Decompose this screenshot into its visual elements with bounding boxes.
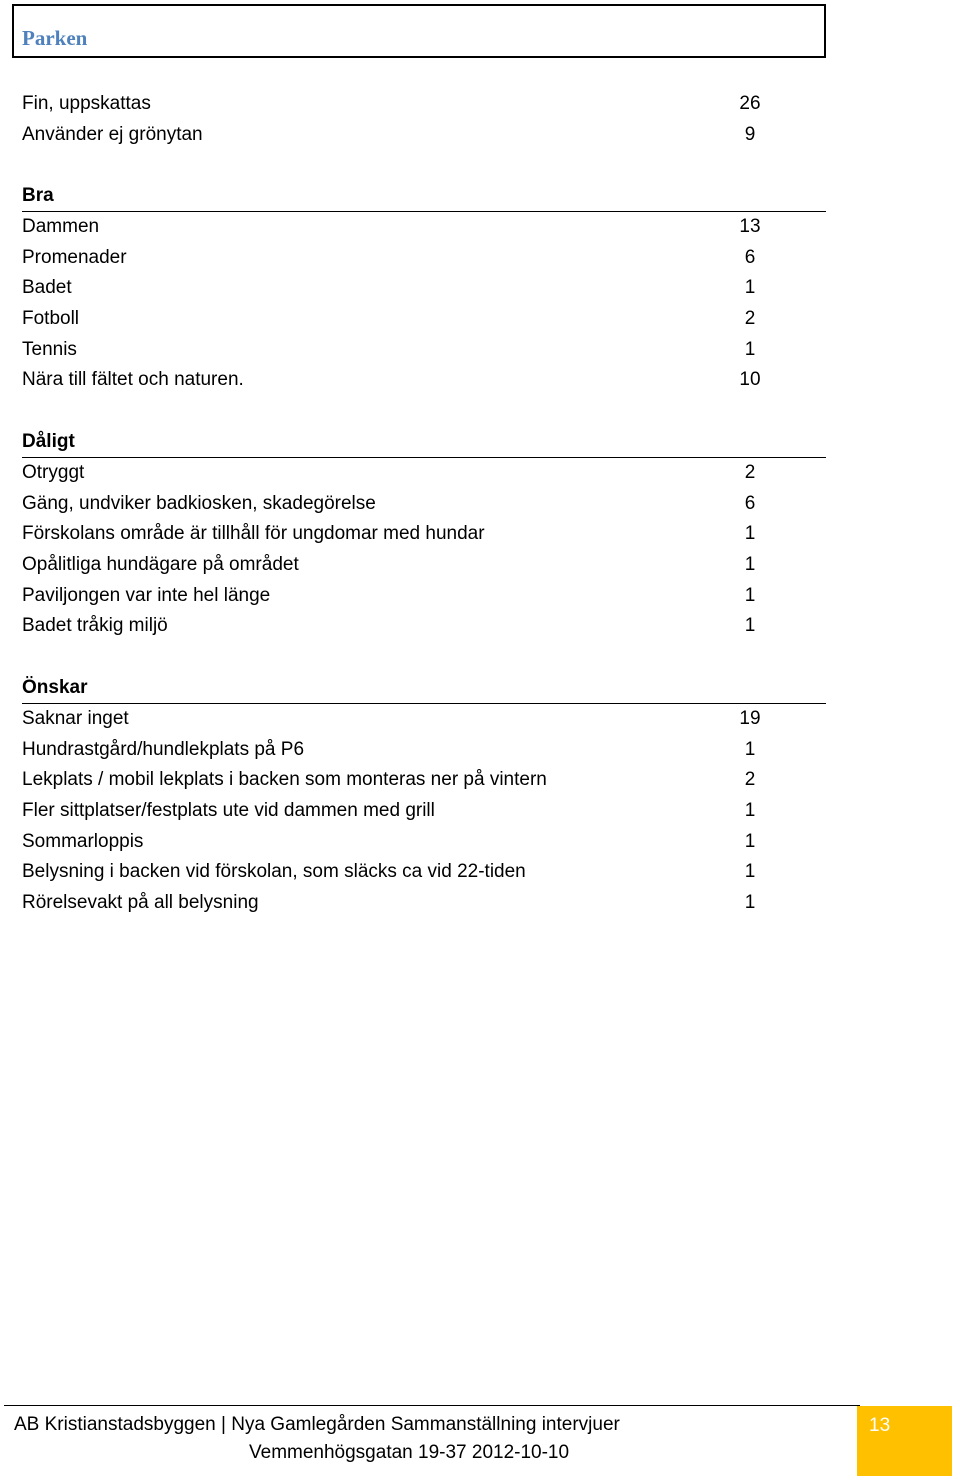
section-heading: Önskar [22,673,826,704]
section-heading: Bra [22,181,826,212]
item-label: Fotboll [22,308,80,330]
footer-address-date: Vemmenhögsgatan 19-37 2012-10-10 [249,1442,570,1463]
list-item [22,827,826,858]
list-item [22,857,826,888]
list-item [22,611,826,642]
item-label: Gäng, undviker badkiosken, skadegörelse [22,492,376,514]
item-count: 1 [744,800,756,822]
item-count: 2 [744,462,756,483]
list-item [22,304,826,335]
item-count: 9 [744,123,756,145]
item-label: Nära till fältet och naturen. [22,369,244,391]
item-label: Hundrastgård/hundlekplats på P6 [22,738,305,760]
footer-divider [4,1405,860,1406]
item-label: Sommarloppis [22,830,144,852]
item-label: Saknar inget [22,708,129,729]
section-onskar [22,673,826,919]
item-count: 2 [744,308,756,330]
item-label: Badet [22,277,72,299]
item-label: Paviljongen var inte hel länge [22,584,271,606]
list-item [22,888,826,919]
item-count: 1 [744,615,756,637]
item-label: Belysning i backen vid förskolan, som släcks ca vid 22-tiden [22,861,526,883]
section-heading: Dåligt [22,427,826,458]
item-count: 1 [744,830,756,852]
item-count: 1 [744,892,756,914]
list-item [22,765,826,796]
item-count: 13 [739,216,761,237]
list-item [22,796,826,827]
intro-list [22,89,826,150]
list-item [22,489,826,520]
item-count: 1 [744,338,756,360]
list-item [22,89,826,120]
item-count: 6 [744,246,756,268]
footer-company-title: AB Kristianstadsbyggen | Nya Gamlegården Sammanställning intervjuer [14,1414,620,1435]
item-label: Badet tråkig miljö [22,615,168,637]
list-item [22,519,826,550]
item-count: 1 [744,861,756,883]
section-title-box [12,4,826,58]
item-count: 26 [739,93,761,114]
item-label: Opålitliga hundägare på området [22,554,299,576]
item-label: Förskolans område är tillhåll för ungdomar med hundar [22,523,485,545]
page-number: 13 [869,1415,891,1436]
item-count: 6 [744,492,756,514]
item-label: Otryggt [22,462,85,483]
list-item [22,273,826,304]
item-label: Rörelsevakt på all belysning [22,892,259,914]
list-item [22,735,826,766]
list-item [22,243,826,274]
item-count: 10 [739,369,761,391]
item-label: Fler sittplatser/festplats ute vid dammen med grill [22,800,435,822]
item-count: 19 [739,708,761,729]
section-bra [22,181,826,396]
item-label: Fin, uppskattas [22,93,151,114]
item-count: 1 [744,523,756,545]
item-label: Använder ej grönytan [22,123,203,145]
section-daligt [22,427,826,642]
list-item [22,581,826,612]
list-item [22,365,826,396]
item-label: Tennis [22,338,77,360]
page-title: Parken [22,26,88,50]
list-item [22,458,826,489]
list-item [22,704,826,735]
page-number-box [857,1406,952,1476]
list-item [22,335,826,366]
item-count: 2 [744,769,756,791]
item-count: 1 [744,277,756,299]
list-item [22,212,826,243]
item-count: 1 [744,738,756,760]
item-label: Promenader [22,246,127,268]
list-item [22,550,826,581]
item-label: Lekplats / mobil lekplats i backen som monteras ner på vintern [22,769,547,791]
item-label: Dammen [22,216,100,237]
list-item [22,120,826,151]
item-count: 1 [744,554,756,576]
item-count: 1 [744,584,756,606]
